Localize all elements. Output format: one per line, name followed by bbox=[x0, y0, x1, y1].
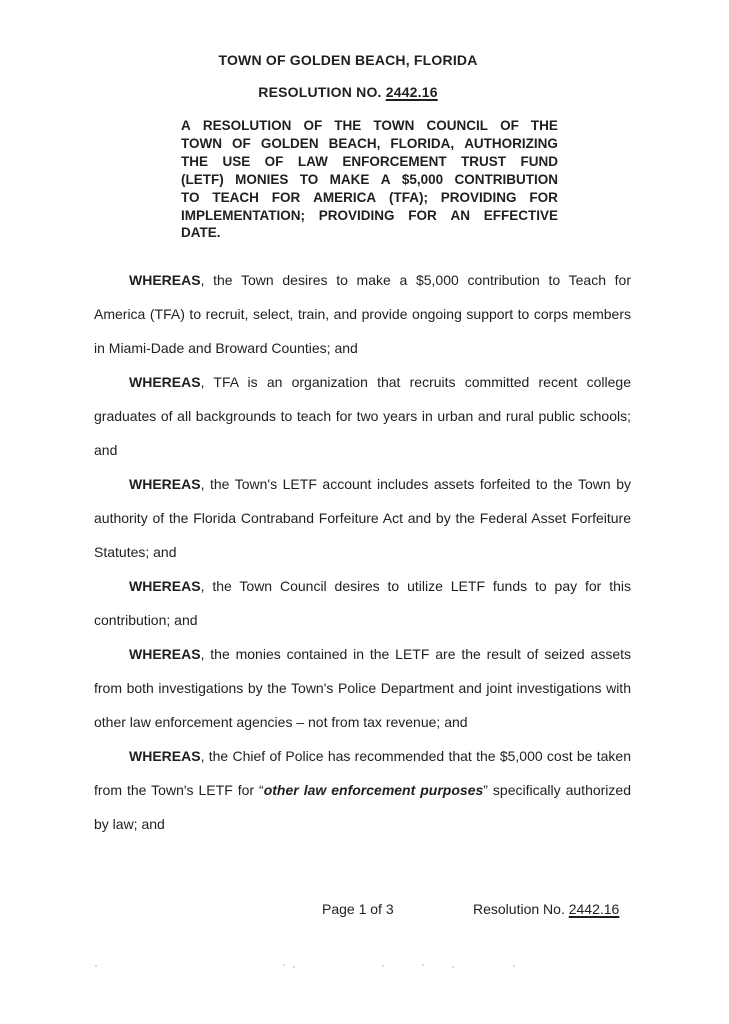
paragraph-text: , the monies contained in the LETF are the result of seized assets from both investigations by the Town's Police Department and joint investigations with other law enforcement agencies – not from tax revenue; and bbox=[94, 646, 631, 730]
title-word: BEACH, bbox=[328, 135, 381, 151]
whereas-lead: WHEREAS bbox=[129, 646, 201, 662]
title-word: COUNCIL bbox=[426, 118, 488, 133]
title-word: EFFECTIVE bbox=[483, 207, 558, 223]
resolution-title-line bbox=[181, 207, 558, 225]
emphasized-phrase: other law enforcement purposes bbox=[263, 782, 484, 798]
title-word: OF bbox=[303, 118, 323, 133]
paragraph-text: , the Town desires to make a $5,000 contribution to Teach for America (TFA) to recruit, select, train, and provide ongoing support to corps members in Miami-Dade and Broward Counties; and bbox=[94, 272, 631, 356]
title-word: PROVIDING bbox=[318, 207, 395, 223]
resolution-title-line bbox=[181, 135, 558, 153]
title-word: THE bbox=[334, 118, 362, 133]
title-word: FOR bbox=[271, 189, 301, 205]
title-word: FLORIDA, bbox=[390, 135, 455, 151]
title-word: IMPLEMENTATION; bbox=[181, 207, 305, 223]
title-word: A bbox=[181, 118, 191, 133]
title-word: TO bbox=[299, 171, 319, 187]
title-word: MAKE bbox=[329, 171, 370, 187]
document-body bbox=[94, 263, 631, 841]
title-word: LAW bbox=[297, 153, 328, 169]
resolution-title-line bbox=[181, 153, 558, 171]
scan-artifact bbox=[382, 965, 384, 967]
title-word: AMERICA bbox=[313, 189, 377, 205]
resolution-title-line bbox=[181, 171, 558, 189]
title-word: THE bbox=[530, 118, 558, 133]
paragraph-text: , the Town Council desires to utilize LETF funds to pay for this contribution; and bbox=[94, 578, 631, 628]
title-word: TO bbox=[181, 189, 200, 205]
title-word: (LETF) bbox=[181, 171, 224, 187]
page-indicator: Page 1 of 3 bbox=[322, 901, 394, 917]
footer-resolution-label: Resolution No. bbox=[473, 901, 569, 917]
title-word: FOR bbox=[529, 189, 558, 205]
whereas-paragraph-2 bbox=[94, 365, 631, 467]
whereas-lead: WHEREAS bbox=[129, 748, 201, 764]
whereas-lead: WHEREAS bbox=[129, 578, 201, 594]
scan-artifact bbox=[422, 964, 424, 966]
title-word: ENFORCEMENT bbox=[342, 153, 447, 169]
title-word: TOWN bbox=[373, 118, 415, 133]
title-word: OF bbox=[500, 118, 519, 133]
resolution-title-line bbox=[181, 117, 558, 135]
scan-artifact bbox=[452, 966, 454, 968]
title-word: THE bbox=[181, 153, 208, 169]
title-word: MONIES bbox=[235, 171, 289, 187]
title-word: (TFA); bbox=[388, 189, 428, 205]
resolution-title-block bbox=[181, 117, 558, 242]
scan-artifact bbox=[513, 965, 515, 967]
title-word: CONTRIBUTION bbox=[454, 171, 558, 187]
title-word: GOLDEN bbox=[260, 135, 319, 151]
whereas-lead: WHEREAS bbox=[129, 476, 201, 492]
scan-artifact bbox=[95, 965, 97, 967]
title-word: TRUST bbox=[461, 153, 507, 169]
title-word: OF bbox=[264, 153, 284, 169]
whereas-paragraph-1 bbox=[94, 263, 631, 365]
title-word: TOWN bbox=[181, 135, 222, 151]
whereas-paragraph-4 bbox=[94, 569, 631, 637]
resolution-number-heading bbox=[0, 84, 696, 100]
whereas-paragraph-6 bbox=[94, 739, 631, 841]
paragraph-text: ” specifically authorized by law; and bbox=[94, 782, 631, 832]
title-word: AUTHORIZING bbox=[464, 135, 558, 151]
scan-artifact bbox=[283, 964, 285, 966]
resolution-title-line bbox=[181, 189, 558, 207]
title-word: PROVIDING bbox=[440, 189, 517, 205]
title-word: FUND bbox=[520, 153, 558, 169]
title-word: A bbox=[380, 171, 391, 187]
title-word: TEACH bbox=[212, 189, 259, 205]
paragraph-text: , TFA is an organization that recruits committed recent college graduates of all backgrounds to teach for two years in urban and rural public schools; and bbox=[94, 374, 631, 458]
title-word: AN bbox=[450, 207, 470, 223]
resolution-number: 2442.16 bbox=[385, 84, 438, 100]
scan-artifact bbox=[293, 966, 295, 968]
paragraph-text: , the Town's LETF account includes assets forfeited to the Town by authority of the Florida Contraband Forfeiture Act and by the Federal Asset Forfeiture Statutes; and bbox=[94, 476, 631, 560]
resolution-label: RESOLUTION NO. bbox=[258, 84, 386, 100]
whereas-lead: WHEREAS bbox=[129, 272, 201, 288]
title-word: $5,000 bbox=[401, 171, 444, 187]
title-word: FOR bbox=[408, 207, 437, 223]
whereas-paragraph-5 bbox=[94, 637, 631, 739]
document-org-title: TOWN OF GOLDEN BEACH, FLORIDA bbox=[218, 52, 478, 68]
title-word: USE bbox=[222, 153, 251, 169]
paragraph-text: , the Chief of Police has recommended that the $5,000 cost be taken from the Town's LETF for “ bbox=[94, 748, 631, 798]
title-word: OF bbox=[232, 135, 251, 151]
title-word: RESOLUTION bbox=[202, 118, 292, 133]
footer-resolution-value: 2442.16 bbox=[568, 901, 620, 917]
whereas-paragraph-3 bbox=[94, 467, 631, 569]
footer-resolution-number bbox=[473, 901, 619, 917]
title-word: DATE. bbox=[181, 225, 221, 241]
resolution-title-line bbox=[181, 224, 558, 242]
whereas-lead: WHEREAS bbox=[129, 374, 201, 390]
